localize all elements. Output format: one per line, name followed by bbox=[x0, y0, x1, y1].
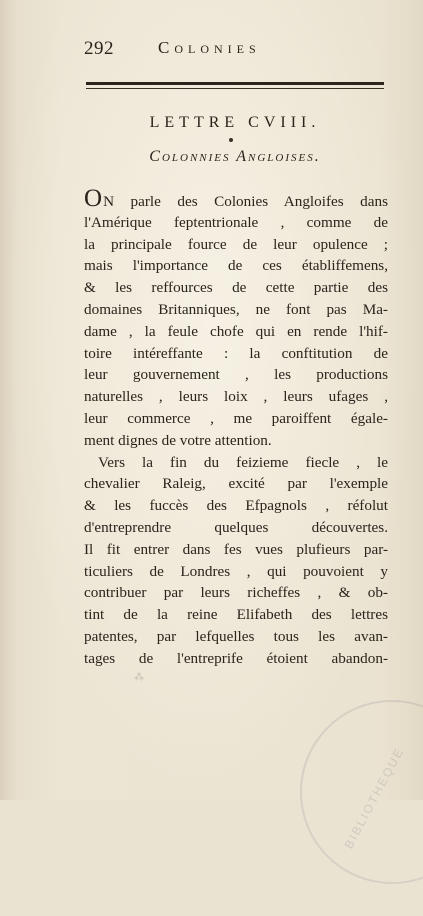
text-line bbox=[84, 185, 388, 212]
text-line: & les reffources de cette partie des bbox=[84, 279, 388, 297]
text-line: contribuer par leurs richeffes , & ob- bbox=[84, 584, 388, 602]
ornament-dot bbox=[229, 138, 233, 142]
header-rule-thick bbox=[86, 82, 384, 85]
body-text bbox=[84, 185, 388, 670]
drop-cap: O bbox=[84, 185, 103, 212]
text-line: ticuliers de Londres , qui pouvoient y bbox=[84, 562, 388, 580]
text-line: chevalier Raleig, excité par l'exemple bbox=[84, 475, 388, 493]
ink-smudge: ⁂ bbox=[134, 672, 144, 683]
text-line: tages de l'entreprife étoient abandon- bbox=[84, 649, 388, 667]
text-line: Vers la fin du feizieme fiecle , le bbox=[98, 453, 388, 471]
paragraph-2 bbox=[84, 452, 388, 670]
stamp-text: BIBLIOTHEQUE bbox=[341, 744, 407, 851]
letter-title: LETTRE CVIII. bbox=[149, 114, 321, 131]
text-line: ment dignes de votre attention. bbox=[84, 431, 272, 449]
text-line: mais l'importance de ces établiffemens, bbox=[84, 257, 388, 275]
page-header bbox=[84, 34, 384, 60]
library-stamp bbox=[268, 668, 423, 916]
running-head: Colonies bbox=[158, 38, 261, 57]
text-line: tint de la reine Elifabeth des lettres bbox=[84, 606, 388, 624]
text-line: la principale fource de leur opulence ; bbox=[84, 235, 388, 253]
text-line-content: N parle des Colonies Angloifes dans bbox=[103, 193, 388, 210]
text-line: dame , la feule chofe qui en rende l'hif- bbox=[84, 322, 388, 340]
text-line: domaines Britanniques, ne font pas Ma- bbox=[84, 300, 388, 318]
text-line: toire intéreffante : la conftitution de bbox=[84, 344, 388, 362]
paragraph-1 bbox=[84, 185, 388, 452]
page-number: 292 bbox=[84, 38, 114, 59]
text-line: leur commerce , me paroiffent égale- bbox=[84, 409, 388, 427]
text-line: d'entreprendre quelques découvertes. bbox=[84, 518, 388, 536]
text-line: leur gouvernement , les productions bbox=[84, 366, 388, 384]
header-rule-thin bbox=[86, 88, 384, 89]
text-line: l'Amérique feptentrionale , comme de bbox=[84, 213, 388, 231]
text-line: & les fuccès des Efpagnols , réfolut bbox=[84, 497, 388, 515]
text-line: naturelles , leurs loix , leurs ufages , bbox=[84, 388, 388, 406]
text-line: patentes, par lefquelles tous les avan- bbox=[84, 627, 388, 645]
text-line: Il fit entrer dans fes vues plufieurs par- bbox=[84, 540, 388, 558]
section-title: Colonnies Angloises. bbox=[149, 148, 321, 165]
